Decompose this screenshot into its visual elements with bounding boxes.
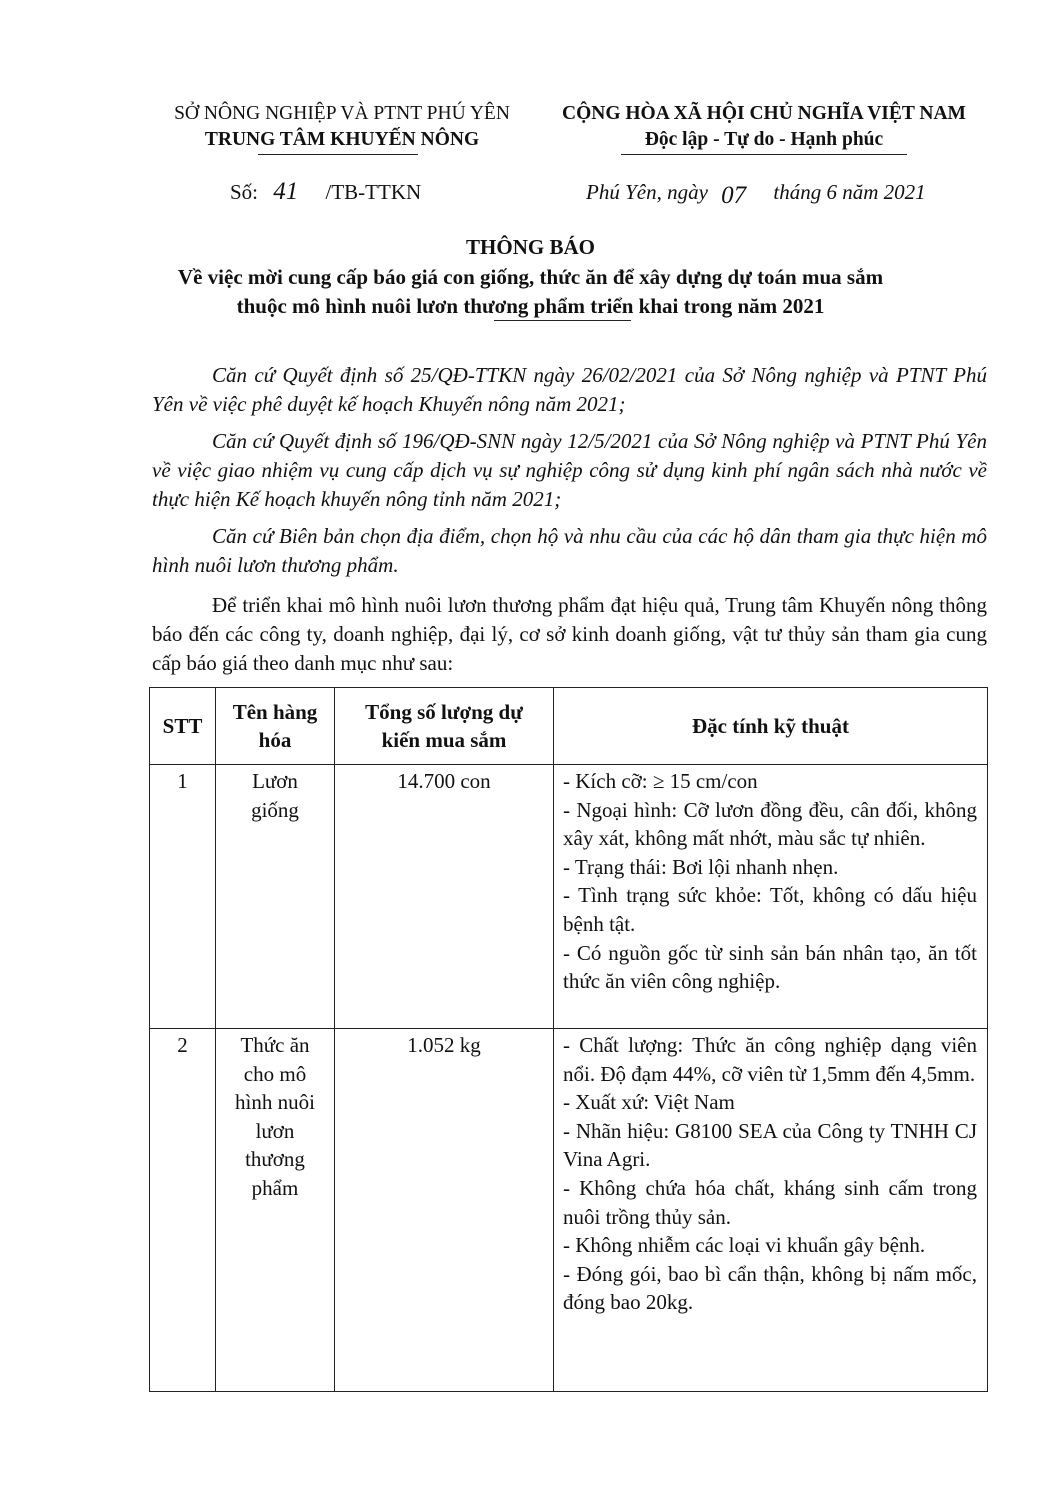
row1-specs (554, 765, 988, 1029)
date-month-year: tháng 6 năm 2021 (773, 180, 926, 204)
row1-qty: 14.700 con (335, 765, 554, 1029)
agency-name: TRUNG TÂM KHUYẾN NÔNG (204, 129, 480, 150)
paragraph-basis-1: Căn cứ Quyết định số 25/QĐ-TTKN ngày 26/02/2021 của Sở Nông nghiệp và PTNT Phú Yên về việc phê duyệt kế hoạch Khuyến nông năm 2021; (152, 363, 987, 416)
spec-item: - Xuất xứ: Việt Nam (563, 1090, 735, 1115)
spec-item: - Không nhiễm các loại vi khuẩn gây bệnh. (563, 1233, 926, 1258)
header-quantity: Tổng số lượng dự kiến mua sắm (335, 688, 554, 765)
republic-title: CỘNG HÒA XÃ HỘI CHỦ NGHĨA VIỆT NAM (562, 103, 966, 124)
table-header-row (150, 688, 988, 765)
spec-item: - Chất lượng: Thức ăn công nghiệp dạng viên nổi. Độ đạm 44%, cỡ viên từ 1,5mm đến 4,5mm. (563, 1033, 977, 1086)
spec-item: - Kích cỡ: ≥ 15 cm/con (563, 769, 758, 793)
doc-title: THÔNG BÁO (466, 235, 595, 259)
header-item-name: Tên hàng hóa (216, 688, 335, 765)
spec-item: - Trạng thái: Bơi lội nhanh nhẹn. (563, 854, 839, 879)
header-stt: STT (150, 688, 216, 765)
row1-stt: 1 (150, 765, 216, 1029)
header-specs: Đặc tính kỹ thuật (554, 688, 988, 765)
doc-subject-line1: Về việc mời cung cấp báo giá con giống, thức ăn để xây dựng dự toán mua sắm (177, 265, 884, 289)
table-row (150, 765, 988, 1029)
row2-specs (554, 1029, 988, 1392)
motto: Độc lập - Tự do - Hạnh phúc (644, 129, 884, 150)
doc-number-suffix: /TB-TTKN (325, 180, 422, 204)
place-date (586, 178, 926, 209)
place-date-prefix: Phú Yên, ngày (586, 180, 708, 204)
paragraph-intro: Để triển khai mô hình nuôi lươn thương phẩm đạt hiệu quả, Trung tâm Khuyến nông thông báo đến các công ty, doanh nghiệp, đại lý, cơ sở kinh doanh giống, vật tư thủy sản tham gia cung cấp báo giá theo danh mục như sau: (152, 593, 987, 675)
row2-name: Thức ăn cho mô hình nuôi lươn thương phẩm (216, 1029, 335, 1392)
row2-stt: 2 (150, 1029, 216, 1392)
row2-qty: 1.052 kg (335, 1029, 554, 1392)
table-row (150, 1029, 988, 1392)
doc-number: 41 (273, 178, 299, 205)
spec-item: - Tình trạng sức khỏe: Tốt, không có dấu hiệu bệnh tật. (563, 883, 977, 936)
items-table (149, 687, 988, 1392)
doc-subject-line2: thuộc mô hình nuôi lươn thương phẩm triển khai trong năm 2021 (236, 294, 825, 318)
motto-underline (621, 154, 907, 155)
spec-item: - Đóng gói, bao bì cẩn thận, không bị nấm mốc, đóng bao 20kg. (563, 1261, 977, 1315)
paragraph-basis-2: Căn cứ Quyết định số 196/QĐ-SNN ngày 12/5/2021 của Sở Nông nghiệp và PTNT Phú Yên về việc giao nhiệm vụ cung cấp dịch vụ sự nghiệp công sử dụng kinh phí ngân sách nhà nước về thực hiện Kế hoạch khuyến nông tỉnh năm 2021; (152, 429, 987, 511)
date-day: 07 (721, 182, 747, 209)
agency-parent: SỞ NÔNG NGHIỆP VÀ PTNT PHÚ YÊN (174, 103, 510, 124)
spec-item: - Có nguồn gốc từ sinh sản bán nhân tạo, ăn tốt thức ăn viên công nghiệp. (563, 940, 977, 994)
row1-name: Lươn giống (216, 765, 335, 1029)
doc-number-line (230, 178, 421, 206)
spec-item: - Ngoại hình: Cỡ lươn đồng đều, cân đối, không xây xát, không mất nhớt, màu sắc tự nhiên. (563, 797, 977, 851)
agency-underline (258, 154, 418, 155)
subject-underline (494, 320, 631, 321)
spec-item: - Không chứa hóa chất, kháng sinh cấm trong nuôi trồng thủy sản. (563, 1175, 977, 1229)
spec-item: - Nhãn hiệu: G8100 SEA của Công ty TNHH CJ Vina Agri. (563, 1118, 977, 1172)
doc-number-label: Số: (230, 180, 259, 204)
paragraph-basis-3: Căn cứ Biên bản chọn địa điểm, chọn hộ và nhu cầu của các hộ dân tham gia thực hiện mô hình nuôi lươn thương phẩm. (152, 524, 987, 577)
